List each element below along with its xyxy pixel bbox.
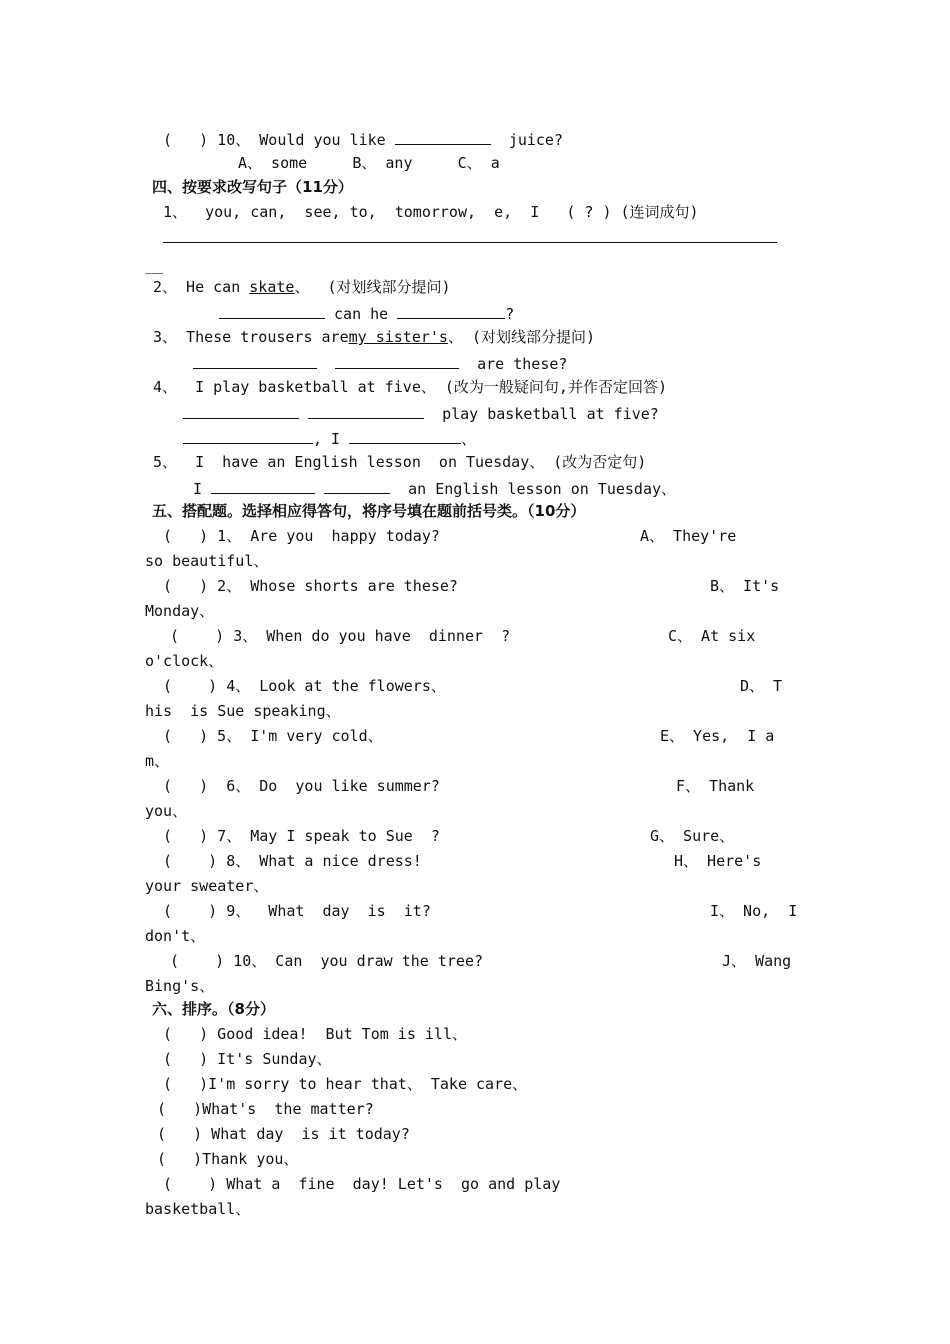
s4-q5-blank-2 bbox=[324, 480, 390, 494]
s5-answer-wrap: so beautiful、 bbox=[145, 552, 269, 570]
s6-item: ( )Thank you、 bbox=[157, 1150, 299, 1168]
s4-q5-answer: I an English lesson on Tuesday、 bbox=[193, 480, 677, 498]
s5-question: ( ) 1、 Are you happy today? bbox=[163, 527, 440, 545]
s6-item: ( ) What a fine day! Let's go and play bbox=[163, 1175, 561, 1193]
s5-question: ( ) 10、 Can you draw the tree? bbox=[170, 952, 484, 970]
s5-question: ( ) 4、 Look at the flowers、 bbox=[163, 677, 446, 695]
s4-q3-blank-2 bbox=[335, 355, 459, 369]
s4-q4-answer: play basketball at five? bbox=[183, 405, 659, 422]
s4-q2-blank-2 bbox=[397, 305, 505, 319]
s5-question: ( ) 3、 When do you have dinner ? bbox=[170, 627, 511, 645]
section4-heading: 四、按要求改写句子（11分） bbox=[152, 178, 353, 196]
s4-q3: 3、 These trousers aremy sister's、 (对划线部分提问) bbox=[153, 328, 596, 346]
s6-item: ( )I'm sorry to hear that、 Take care、 bbox=[163, 1075, 528, 1093]
s4-q4-blank-2 bbox=[308, 405, 424, 419]
s5-answer: B、 It's bbox=[710, 577, 780, 595]
s6-item: ( ) It's Sunday、 bbox=[163, 1050, 332, 1068]
s5-question: ( ) 9、 What day is it? bbox=[163, 902, 431, 920]
s4-q4-blank-4 bbox=[349, 430, 461, 444]
s5-question: ( ) 6、 Do you like summer? bbox=[163, 777, 440, 795]
s5-answer: D、 T bbox=[740, 677, 783, 695]
section5-heading: 五、搭配题。选择相应得答句，将序号填在题前括号类。（10分） bbox=[152, 502, 586, 520]
s4-q1: 1、 you, can, see, to, tomorrow, e, I ( ? ) (连词成句) bbox=[163, 203, 699, 221]
s4-q2-answer: can he ? bbox=[219, 305, 514, 322]
s4-q3-underlined: my sister's bbox=[348, 328, 448, 346]
s6-item: ( ) What day is it today? bbox=[157, 1125, 410, 1143]
s5-answer: F、 Thank bbox=[676, 777, 755, 795]
s5-answer: I、 No, I bbox=[710, 902, 798, 920]
s6-item-wrap: basketball、 bbox=[145, 1200, 251, 1218]
s4-q5: 5、 I have an English lesson on Tuesday、 (改为否定句) bbox=[153, 453, 647, 471]
s5-answer-wrap: you、 bbox=[145, 802, 188, 820]
s4-q4-blank-3 bbox=[183, 430, 313, 444]
s4-q3-answer: are these? bbox=[193, 355, 567, 372]
s4-q1-tail: __ bbox=[145, 256, 164, 274]
q10-tail: juice? bbox=[508, 131, 563, 149]
s4-q2-underlined: skate bbox=[249, 278, 295, 296]
q10-line bbox=[163, 131, 563, 148]
s4-q4-blank-1 bbox=[183, 405, 299, 419]
section6-heading: 六、排序。（8分） bbox=[152, 1000, 275, 1018]
s4-q1-answer-line bbox=[163, 242, 777, 243]
s5-question: ( ) 2、 Whose shorts are these? bbox=[163, 577, 458, 595]
s4-q2: 2、 He can skate、 (对划线部分提问) bbox=[153, 278, 451, 296]
s5-answer-wrap: o'clock、 bbox=[145, 652, 224, 670]
s4-q5-blank-1 bbox=[211, 480, 315, 494]
s5-answer-wrap: his is Sue speaking、 bbox=[145, 702, 341, 720]
s5-answer-wrap: Bing's、 bbox=[145, 977, 215, 995]
s4-q3-blank-1 bbox=[193, 355, 317, 369]
q10-lead: ( ) 10、 Would you like bbox=[163, 131, 386, 149]
s5-answer: E、 Yes, I a bbox=[660, 727, 775, 745]
q10-blank bbox=[395, 131, 491, 145]
s5-question: ( ) 5、 I'm very cold、 bbox=[163, 727, 383, 745]
s6-item: ( ) Good idea! But Tom is ill、 bbox=[163, 1025, 467, 1043]
s4-q4-reply: , I 、 bbox=[183, 430, 476, 447]
s5-question: ( ) 8、 What a nice dress! bbox=[163, 852, 422, 870]
s5-answer: C、 At six bbox=[668, 627, 756, 645]
s5-question: ( ) 7、 May I speak to Sue ? bbox=[163, 827, 440, 845]
s5-answer-wrap: your sweater、 bbox=[145, 877, 269, 895]
s5-answer: J、 Wang bbox=[722, 952, 792, 970]
s5-answer-wrap: m、 bbox=[145, 752, 170, 770]
s4-q2-blank-1 bbox=[219, 305, 325, 319]
s5-answer: H、 Here's bbox=[674, 852, 762, 870]
s5-answer: A、 They're bbox=[640, 527, 737, 545]
q10-options: A、 some B、 any C、 a bbox=[238, 154, 500, 172]
s6-item: ( )What's the matter? bbox=[157, 1100, 374, 1118]
s5-answer-wrap: Monday、 bbox=[145, 602, 215, 620]
s5-answer-wrap: don't、 bbox=[145, 927, 206, 945]
s5-answer: G、 Sure、 bbox=[650, 827, 735, 845]
s4-q4: 4、 I play basketball at five、 (改为一般疑问句,并作否定回答) bbox=[153, 378, 667, 396]
